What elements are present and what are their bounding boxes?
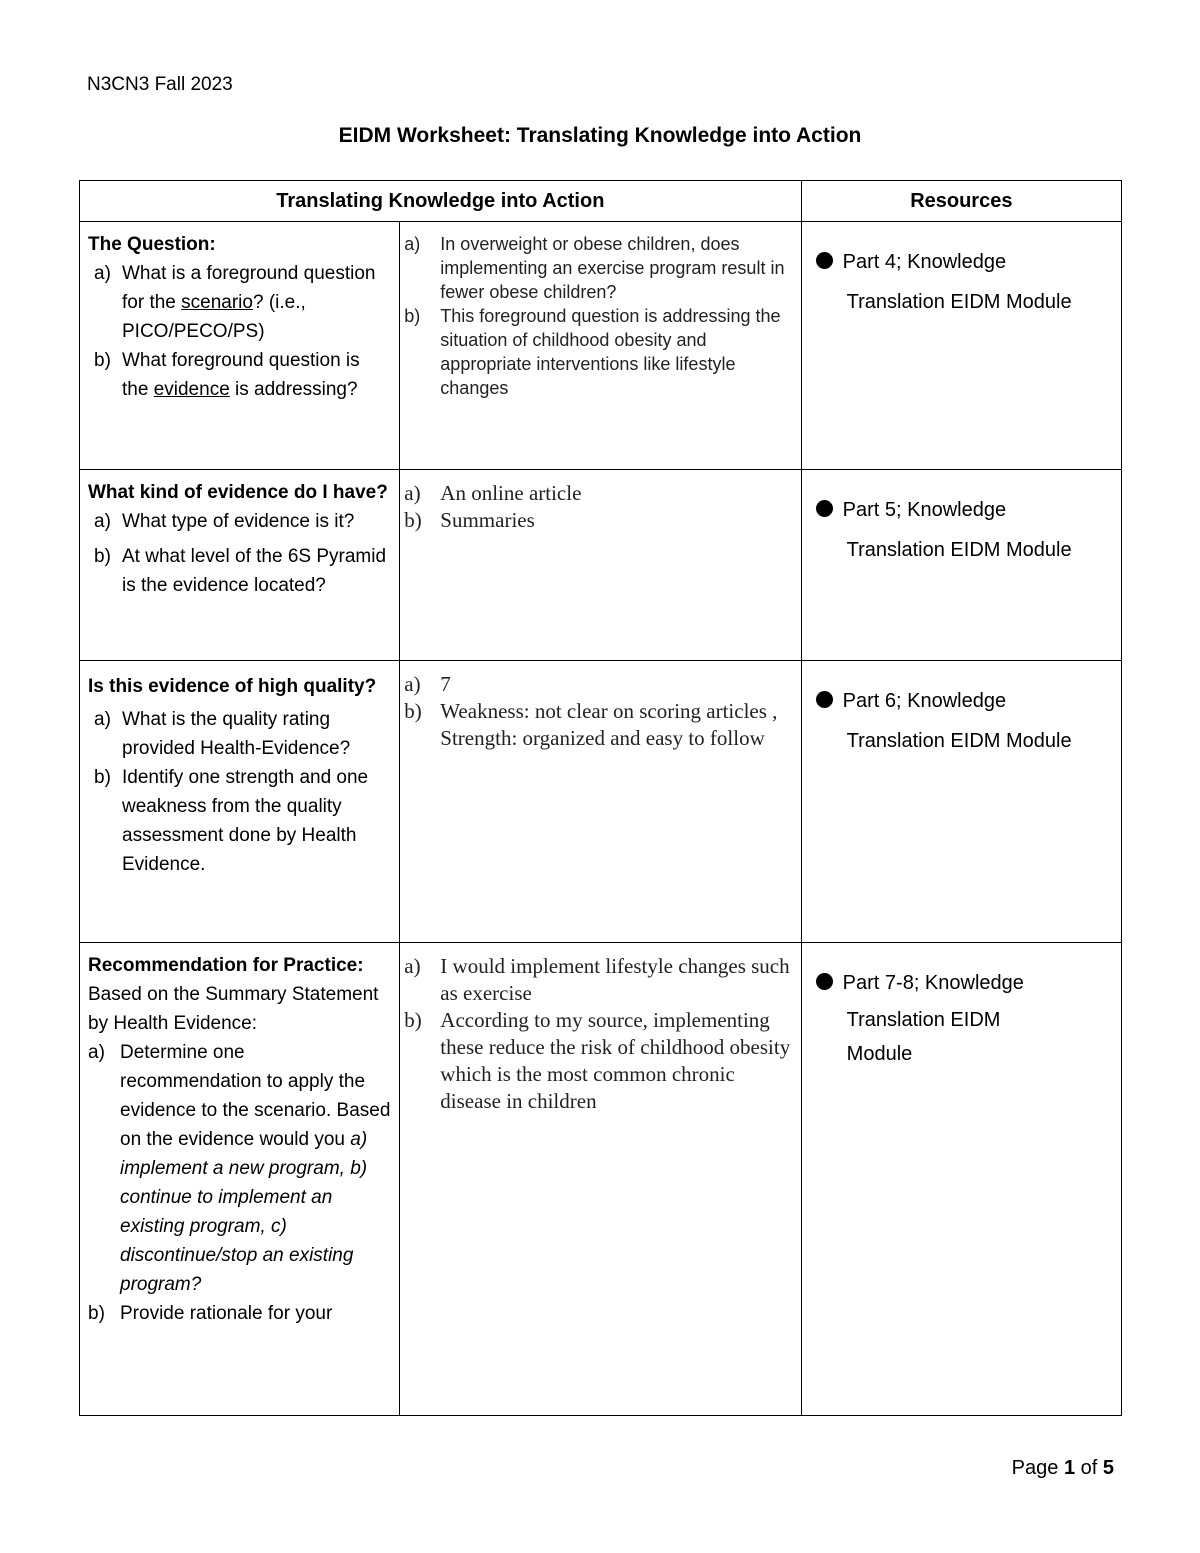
- header-resources: Resources: [801, 181, 1121, 222]
- resource-cell: Part 5; Knowledge Translation EIDM Module: [801, 470, 1121, 661]
- question-cell: [80, 943, 400, 1416]
- bullet-icon: [816, 500, 833, 517]
- table-row: [80, 222, 1122, 470]
- list-item: a) What is a foreground question for the scenario? (i.e., PICO/PECO/PS): [94, 263, 376, 342]
- question-list: [88, 507, 391, 600]
- question-cell: [80, 222, 400, 470]
- question-title: The Question:: [88, 234, 216, 255]
- course-header: N3CN3 Fall 2023: [87, 74, 233, 95]
- question-title: Is this evidence of high quality?: [88, 676, 377, 697]
- resource-cell: Part 7-8; Knowledge Translation EIDM Module: [801, 943, 1121, 1416]
- list-item: b) Provide rationale for your: [88, 1303, 333, 1324]
- answer-cell: [400, 222, 801, 470]
- page-number: Page 1 of 5: [1011, 1457, 1114, 1479]
- bullet-icon: [816, 252, 833, 269]
- answer-list: [404, 480, 792, 534]
- list-item: a) I would implement lifestyle changes such as exercise: [404, 954, 790, 1005]
- answer-list: [404, 232, 792, 400]
- answer-cell: [400, 470, 801, 661]
- question-list: [88, 1038, 391, 1328]
- answer-list: [404, 671, 792, 752]
- answer-list: [404, 953, 792, 1115]
- list-item: a) In overweight or obese children, does implementing an exercise program result in fewer obese children?: [404, 234, 785, 302]
- question-cell: [80, 470, 400, 661]
- question-title: What kind of evidence do I have?: [88, 482, 388, 503]
- bullet-icon: [816, 691, 833, 708]
- answer-cell: [400, 943, 801, 1416]
- answer-cell: [400, 661, 801, 943]
- table-header-row: [80, 181, 1122, 222]
- table-row: [80, 470, 1122, 661]
- list-item: b) This foreground question is addressing the situation of childhood obesity and appropriate interventions like lifestyle changes: [404, 306, 781, 398]
- table-row: [80, 661, 1122, 943]
- list-item: b) Summaries: [404, 508, 535, 532]
- list-item: b) According to my source, implementing these reduce the risk of childhood obesity which is the most common chronic disease in children: [404, 1008, 791, 1113]
- resource-cell: Part 4; Knowledge Translation EIDM Module: [801, 222, 1121, 470]
- table-row: [80, 943, 1122, 1416]
- question-lead: Recommendation for Practice: Based on the Summary Statement by Health Evidence:: [88, 955, 379, 1034]
- question-cell: [80, 661, 400, 943]
- list-item: a) What is the quality rating provided Health-Evidence?: [94, 709, 351, 759]
- list-item: b) At what level of the 6S Pyramid is the evidence located?: [94, 546, 387, 596]
- list-item: b) What foreground question is the evidence is addressing?: [94, 350, 360, 400]
- resource-cell: Part 6; Knowledge Translation EIDM Module: [801, 661, 1121, 943]
- list-item: a) Determine one recommendation to apply the evidence to the scenario. Based on the evidence would you a) implement a new program, b) continue to implement an existing program, c) discontinue/stop an existing program?: [88, 1042, 391, 1295]
- worksheet-title: EIDM Worksheet: Translating Knowledge into Action: [338, 124, 862, 147]
- list-item: b) Weakness: not clear on scoring articles , Strength: organized and easy to follow: [404, 699, 778, 750]
- list-item: a) 7: [404, 672, 451, 696]
- header-main: Translating Knowledge into Action: [80, 181, 802, 222]
- list-item: b) Identify one strength and one weakness from the quality assessment done by Health Evidence.: [94, 767, 369, 875]
- question-list: [88, 705, 391, 879]
- bullet-icon: [816, 973, 833, 990]
- list-item: a) An online article: [404, 481, 582, 505]
- question-list: [88, 259, 391, 404]
- list-item: a) What type of evidence is it?: [94, 511, 355, 532]
- worksheet-table: [79, 180, 1122, 1416]
